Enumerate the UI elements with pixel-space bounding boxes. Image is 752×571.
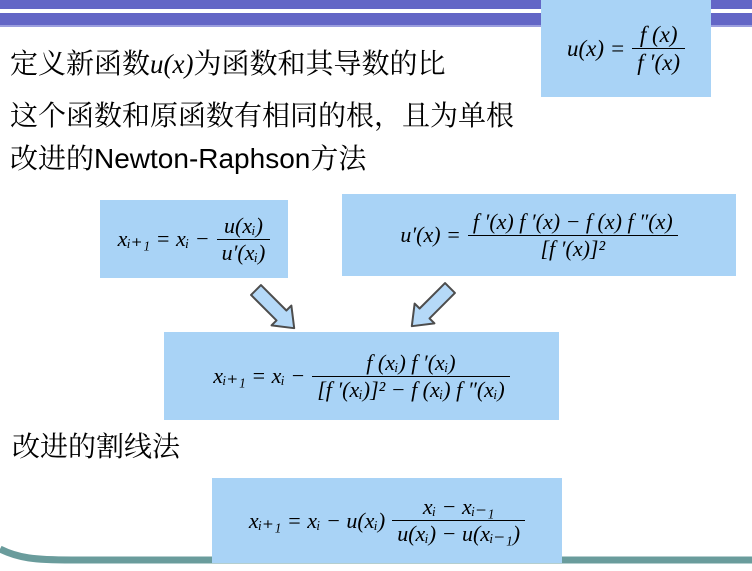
formula-box-improved-secant: [212, 478, 562, 563]
uprime-numerator: f ′(x) f ′(x) − f (x) f ″(x): [472, 208, 673, 234]
line-improved-secant: 改进的割线法: [12, 431, 181, 462]
formula-box-u-derivative: [342, 194, 736, 276]
down-left-arrow-icon: [402, 278, 460, 336]
line1-suffix: 为函数和其导数的比: [193, 48, 446, 79]
u-def-denominator: f ′(x): [632, 48, 685, 76]
uprime-denominator: [f ′(x)]²: [468, 235, 678, 262]
formula-box-newton-update: [100, 200, 288, 278]
uprime-fraction: [468, 209, 678, 262]
line1-inline-math: u(x): [150, 49, 194, 79]
secant-denominator: u(xᵢ) − u(xᵢ₋₁): [392, 520, 525, 547]
combined-lhs: xᵢ₊₁ = xᵢ −: [213, 363, 306, 388]
combined-denominator: [f ′(xᵢ)]² − f (xᵢ) f ″(xᵢ): [312, 376, 510, 403]
u-def-fraction: [632, 21, 685, 76]
secant-lhs: xᵢ₊₁ = xᵢ − u(xᵢ): [248, 507, 386, 533]
uprime-lhs: u′(x) =: [400, 222, 461, 247]
newton-numerator: u(xᵢ): [224, 212, 263, 238]
secant-fraction: [392, 494, 525, 547]
u-def-numerator: f (x): [639, 21, 678, 47]
line-define-u: [10, 47, 446, 81]
newton-fraction: [217, 213, 271, 266]
line1-prefix: 定义新函数: [10, 48, 151, 79]
line-improved-newton: 改进的Newton-Raphson方法: [10, 143, 367, 174]
newton-denominator: u′(xᵢ): [217, 239, 271, 266]
line-same-root: 这个函数和原函数有相同的根，且为单根: [10, 100, 515, 131]
combined-fraction: [312, 350, 510, 403]
secant-numerator: xᵢ − xᵢ₋₁: [422, 494, 495, 520]
down-right-arrow-icon: [246, 280, 304, 338]
u-def-lhs: u(x) =: [566, 35, 626, 61]
formula-box-combined-newton: [164, 332, 559, 420]
formula-box-u-definition: [541, 0, 711, 97]
newton-lhs: xᵢ₊₁ = xᵢ −: [117, 226, 210, 251]
combined-numerator: f (xᵢ) f ′(xᵢ): [366, 349, 456, 375]
